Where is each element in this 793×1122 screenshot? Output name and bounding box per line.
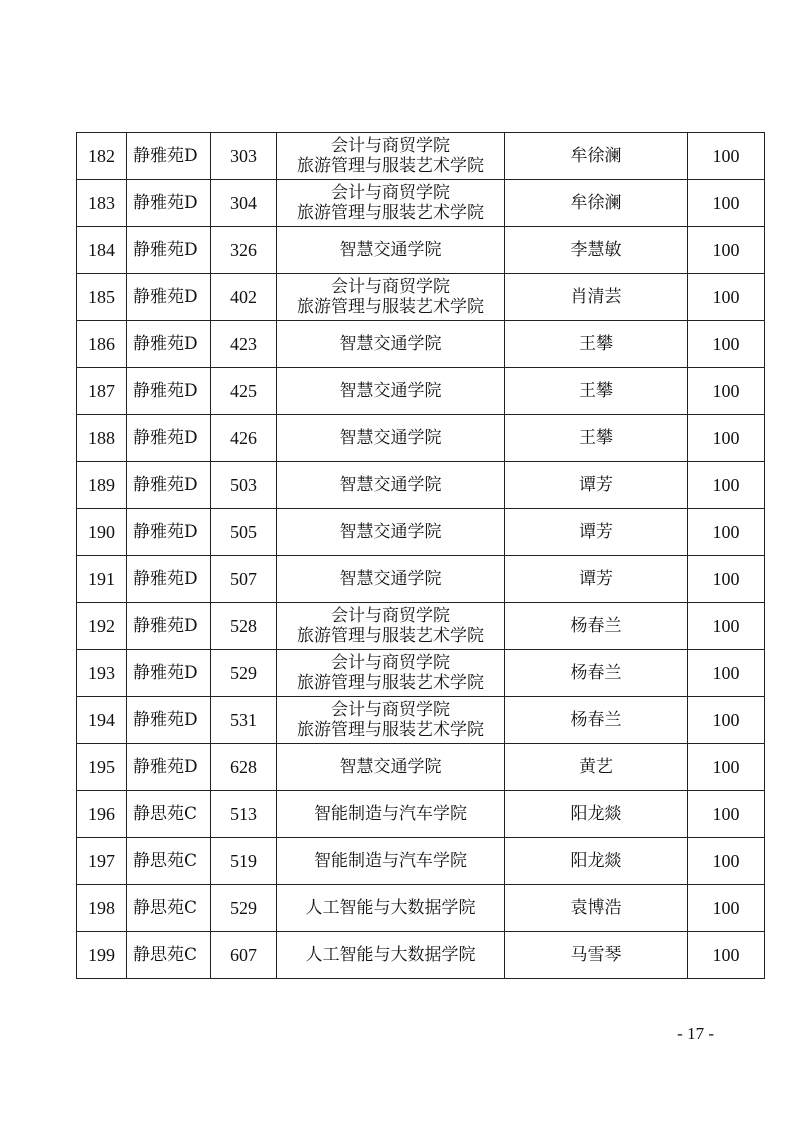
college-cell — [277, 744, 505, 791]
room-number: 503 — [211, 462, 277, 509]
room-number: 304 — [211, 180, 277, 227]
counselor-name: 谭芳 — [505, 462, 688, 509]
table-row — [77, 509, 765, 556]
room-number: 402 — [211, 274, 277, 321]
score-value: 100 — [688, 885, 765, 932]
table-row — [77, 274, 765, 321]
college-cell — [277, 697, 505, 744]
building-name: 静雅苑D — [127, 462, 211, 509]
college-name: 智慧交通学院 — [339, 522, 442, 542]
room-number: 519 — [211, 838, 277, 885]
college-cell — [277, 885, 505, 932]
building-name: 静雅苑D — [127, 321, 211, 368]
college-name: 智慧交通学院 — [339, 569, 442, 589]
college-name: 智慧交通学院 — [339, 381, 442, 401]
college-cell — [277, 509, 505, 556]
score-value: 100 — [688, 556, 765, 603]
building-name: 静雅苑D — [127, 556, 211, 603]
college-name: 智能制造与汽车学院 — [314, 804, 467, 824]
counselor-name: 王攀 — [505, 368, 688, 415]
building-name: 静雅苑D — [127, 368, 211, 415]
score-value: 100 — [688, 650, 765, 697]
dormitory-score-table — [76, 132, 765, 979]
table-row — [77, 462, 765, 509]
room-number: 513 — [211, 791, 277, 838]
table-row — [77, 791, 765, 838]
college-name: 智慧交通学院 — [339, 475, 442, 495]
room-number: 505 — [211, 509, 277, 556]
table-row — [77, 415, 765, 462]
college-name: 会计与商贸学院 — [331, 700, 450, 720]
table-row — [77, 885, 765, 932]
counselor-name: 肖清芸 — [505, 274, 688, 321]
college-name: 智慧交通学院 — [339, 240, 442, 260]
college-cell — [277, 791, 505, 838]
counselor-name: 牟徐澜 — [505, 180, 688, 227]
counselor-name: 马雪琴 — [505, 932, 688, 979]
room-number: 507 — [211, 556, 277, 603]
room-number: 528 — [211, 603, 277, 650]
row-number: 198 — [77, 885, 127, 932]
row-number: 195 — [77, 744, 127, 791]
room-number: 326 — [211, 227, 277, 274]
college-cell — [277, 838, 505, 885]
row-number: 186 — [77, 321, 127, 368]
college-name: 人工智能与大数据学院 — [305, 945, 476, 965]
college-name: 旅游管理与服装艺术学院 — [297, 626, 484, 646]
counselor-name: 李慧敏 — [505, 227, 688, 274]
building-name: 静雅苑D — [127, 744, 211, 791]
counselor-name: 袁博浩 — [505, 885, 688, 932]
score-value: 100 — [688, 368, 765, 415]
score-value: 100 — [688, 603, 765, 650]
counselor-name: 谭芳 — [505, 556, 688, 603]
college-cell — [277, 227, 505, 274]
building-name: 静雅苑D — [127, 509, 211, 556]
row-number: 194 — [77, 697, 127, 744]
table-row — [77, 744, 765, 791]
room-number: 425 — [211, 368, 277, 415]
row-number: 193 — [77, 650, 127, 697]
row-number: 184 — [77, 227, 127, 274]
table-row — [77, 603, 765, 650]
score-value: 100 — [688, 744, 765, 791]
table-row — [77, 227, 765, 274]
college-name: 人工智能与大数据学院 — [305, 898, 476, 918]
row-number: 197 — [77, 838, 127, 885]
room-number: 628 — [211, 744, 277, 791]
college-name: 会计与商贸学院 — [331, 606, 450, 626]
counselor-name: 阳龙燚 — [505, 791, 688, 838]
score-value: 100 — [688, 838, 765, 885]
row-number: 182 — [77, 133, 127, 180]
college-cell — [277, 462, 505, 509]
row-number: 190 — [77, 509, 127, 556]
table-row — [77, 838, 765, 885]
college-name: 会计与商贸学院 — [331, 136, 450, 156]
college-cell — [277, 650, 505, 697]
counselor-name: 杨春兰 — [505, 697, 688, 744]
table-row — [77, 368, 765, 415]
table-row — [77, 932, 765, 979]
college-name: 会计与商贸学院 — [331, 277, 450, 297]
row-number: 199 — [77, 932, 127, 979]
table-row — [77, 180, 765, 227]
college-name: 会计与商贸学院 — [331, 183, 450, 203]
room-number: 529 — [211, 650, 277, 697]
college-cell — [277, 274, 505, 321]
room-number: 529 — [211, 885, 277, 932]
counselor-name: 黄艺 — [505, 744, 688, 791]
building-name: 静思苑C — [127, 885, 211, 932]
counselor-name: 牟徐澜 — [505, 133, 688, 180]
table-row — [77, 650, 765, 697]
counselor-name: 杨春兰 — [505, 603, 688, 650]
table-row — [77, 697, 765, 744]
college-cell — [277, 556, 505, 603]
building-name: 静雅苑D — [127, 133, 211, 180]
building-name: 静雅苑D — [127, 227, 211, 274]
building-name: 静雅苑D — [127, 603, 211, 650]
college-cell — [277, 133, 505, 180]
college-name: 旅游管理与服装艺术学院 — [297, 673, 484, 693]
score-value: 100 — [688, 133, 765, 180]
score-value: 100 — [688, 932, 765, 979]
counselor-name: 王攀 — [505, 415, 688, 462]
building-name: 静思苑C — [127, 932, 211, 979]
building-name: 静雅苑D — [127, 650, 211, 697]
score-value: 100 — [688, 697, 765, 744]
college-name: 智能制造与汽车学院 — [314, 851, 467, 871]
table-row — [77, 321, 765, 368]
college-cell — [277, 603, 505, 650]
college-name: 旅游管理与服装艺术学院 — [297, 203, 484, 223]
college-name: 旅游管理与服装艺术学院 — [297, 156, 484, 176]
counselor-name: 谭芳 — [505, 509, 688, 556]
college-cell — [277, 415, 505, 462]
row-number: 187 — [77, 368, 127, 415]
college-name: 旅游管理与服装艺术学院 — [297, 720, 484, 740]
table-body — [77, 133, 765, 979]
college-cell — [277, 368, 505, 415]
row-number: 196 — [77, 791, 127, 838]
college-cell — [277, 932, 505, 979]
row-number: 189 — [77, 462, 127, 509]
room-number: 303 — [211, 133, 277, 180]
counselor-name: 王攀 — [505, 321, 688, 368]
college-name: 智慧交通学院 — [339, 334, 442, 354]
college-cell — [277, 180, 505, 227]
college-cell — [277, 321, 505, 368]
score-value: 100 — [688, 509, 765, 556]
room-number: 423 — [211, 321, 277, 368]
row-number: 191 — [77, 556, 127, 603]
row-number: 183 — [77, 180, 127, 227]
building-name: 静雅苑D — [127, 274, 211, 321]
row-number: 185 — [77, 274, 127, 321]
building-name: 静雅苑D — [127, 180, 211, 227]
table-row — [77, 133, 765, 180]
college-name: 旅游管理与服装艺术学院 — [297, 297, 484, 317]
score-value: 100 — [688, 274, 765, 321]
college-name: 会计与商贸学院 — [331, 653, 450, 673]
row-number: 192 — [77, 603, 127, 650]
score-value: 100 — [688, 415, 765, 462]
building-name: 静思苑C — [127, 838, 211, 885]
counselor-name: 阳龙燚 — [505, 838, 688, 885]
room-number: 531 — [211, 697, 277, 744]
counselor-name: 杨春兰 — [505, 650, 688, 697]
page-number: - 17 - — [677, 1024, 714, 1043]
score-value: 100 — [688, 462, 765, 509]
college-name: 智慧交通学院 — [339, 757, 442, 777]
room-number: 426 — [211, 415, 277, 462]
score-value: 100 — [688, 321, 765, 368]
score-value: 100 — [688, 180, 765, 227]
building-name: 静思苑C — [127, 791, 211, 838]
table-row — [77, 556, 765, 603]
row-number: 188 — [77, 415, 127, 462]
building-name: 静雅苑D — [127, 415, 211, 462]
building-name: 静雅苑D — [127, 697, 211, 744]
score-value: 100 — [688, 227, 765, 274]
room-number: 607 — [211, 932, 277, 979]
score-value: 100 — [688, 791, 765, 838]
college-name: 智慧交通学院 — [339, 428, 442, 448]
